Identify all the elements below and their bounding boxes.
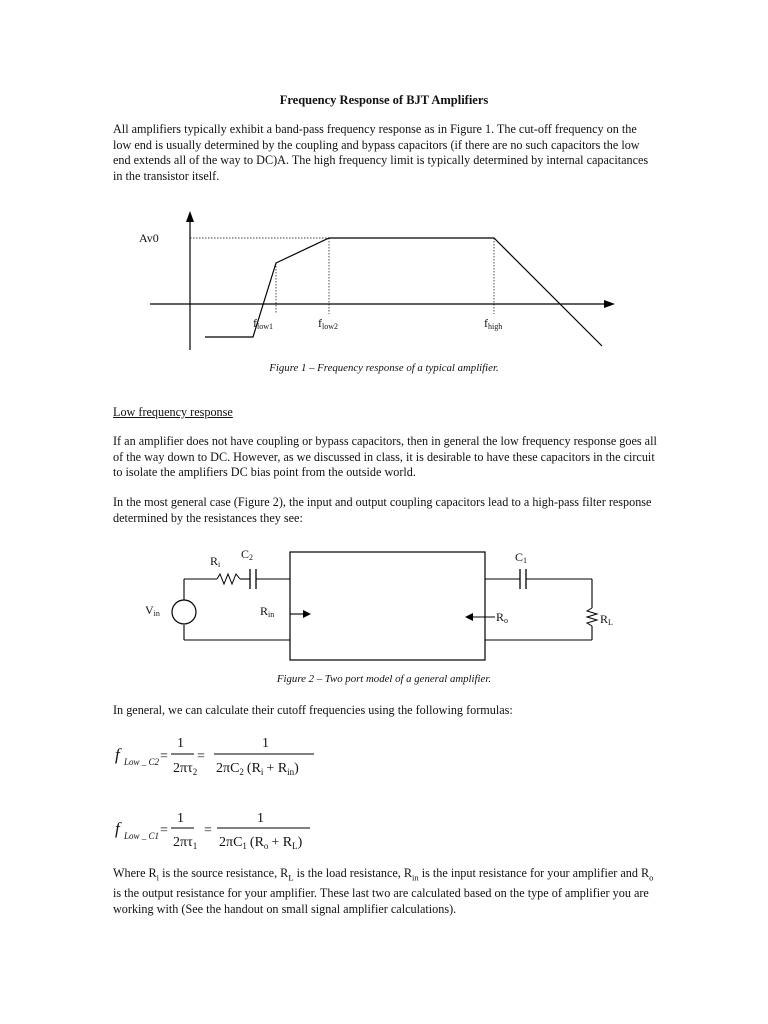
figure-1-caption: Figure 1 – Frequency response of a typical amplifier. — [269, 362, 499, 374]
c2-label: C2 — [241, 547, 254, 562]
y-axis-arrow — [186, 211, 194, 222]
figure-1-frequency-response — [0, 0, 768, 380]
svg-text:1: 1 — [262, 736, 269, 751]
paragraph-4: In general, we can calculate their cutoff frequencies using the following formulas: — [113, 703, 513, 717]
voltage-source — [172, 600, 196, 624]
x-axis-arrow — [604, 300, 615, 308]
ro-arrow — [465, 613, 473, 621]
svg-text:f: f — [115, 745, 120, 764]
svg-text:=: = — [204, 823, 212, 838]
rin-label: Rin — [260, 604, 275, 619]
equation-f-low-c2 — [115, 736, 314, 777]
svg-text:1: 1 — [257, 811, 264, 826]
amplifier-box — [290, 552, 485, 660]
intro-paragraph: All amplifiers typically exhibit a band-pass frequency response as in Figure 1. The cut-off frequency on the low end is usually determined by the coupling and bypass capacitors (if there are no such capacitors the low end extends all of the way to DC)A. The high frequency limit is typically determined by internal capacitances in the transistor itself. — [113, 122, 649, 183]
rl-label: RL — [600, 612, 613, 627]
svg-text:1: 1 — [177, 736, 184, 751]
ro-label: Ro — [496, 610, 509, 625]
svg-text:=: = — [160, 749, 168, 764]
svg-text:2πC2(Ri+ Rin): $2\pi C_2$ $(R_i + R_{in})$ — [216, 761, 299, 777]
cutoff-equations — [0, 725, 768, 855]
svg-text:f: f — [115, 819, 120, 838]
section-heading: Low frequency response — [113, 405, 233, 419]
svg-text:Low _ C1: Low _ C1 — [124, 831, 160, 841]
paragraph-final: Where $R_i$ is the source resistance, $R_L$ is the load resistance, $R_{in}$ is the input resistance for your amplifier and $R_o$ is the output resistance for your amplifier. These last two are calculated based on the type of amplifier you are working with (See the handout on small signal amplifier calculations). — [113, 866, 654, 916]
flow2-label: flow2 — [318, 316, 338, 331]
paragraph-3: In the most general case (Figure 2), the input and output coupling capacitors lead to a high-pass filter response determined by the resistances they see: — [113, 495, 652, 525]
svg-text:2πC1(Ro+ RL): $2\pi C_1$ $(R_o + R_L)$ — [219, 835, 303, 851]
svg-text:Low _ C2: Low _ C2 — [124, 757, 160, 767]
ri-label: Ri — [210, 554, 221, 569]
vin-label: Vin — [145, 603, 160, 618]
svg-text:1: 1 — [177, 811, 184, 826]
equation-f-low-c1 — [115, 811, 310, 851]
svg-text:2πτ2: $2\pi\tau_2$ — [173, 761, 198, 777]
svg-text:2πτ1: $2\pi\tau_1$ — [173, 835, 198, 851]
c1-label: C1 — [515, 550, 528, 565]
svg-text:=: = — [160, 823, 168, 838]
document-title: Frequency Response of BJT Amplifiers — [279, 93, 489, 107]
resistor-ri — [217, 574, 240, 584]
figure-2-two-port-model — [0, 530, 768, 670]
figure-2-caption: Figure 2 – Two port model of a general amplifier. — [276, 673, 492, 685]
fhigh-label: fhigh — [484, 316, 503, 331]
svg-text:=: = — [197, 749, 205, 764]
resistor-rl — [587, 608, 597, 626]
paragraph-2: If an amplifier does not have coupling or bypass capacitors, then in general the low frequency response goes all of the way down to DC. However, as we discussed in class, it is desirable to have these capacitors in the circuit to isolate the amplifiers DC bias point from the outside world. — [113, 434, 657, 480]
rin-arrow — [303, 610, 311, 618]
flow1-label: flow1 — [253, 316, 273, 331]
av0-label: Av0 — [139, 231, 159, 245]
